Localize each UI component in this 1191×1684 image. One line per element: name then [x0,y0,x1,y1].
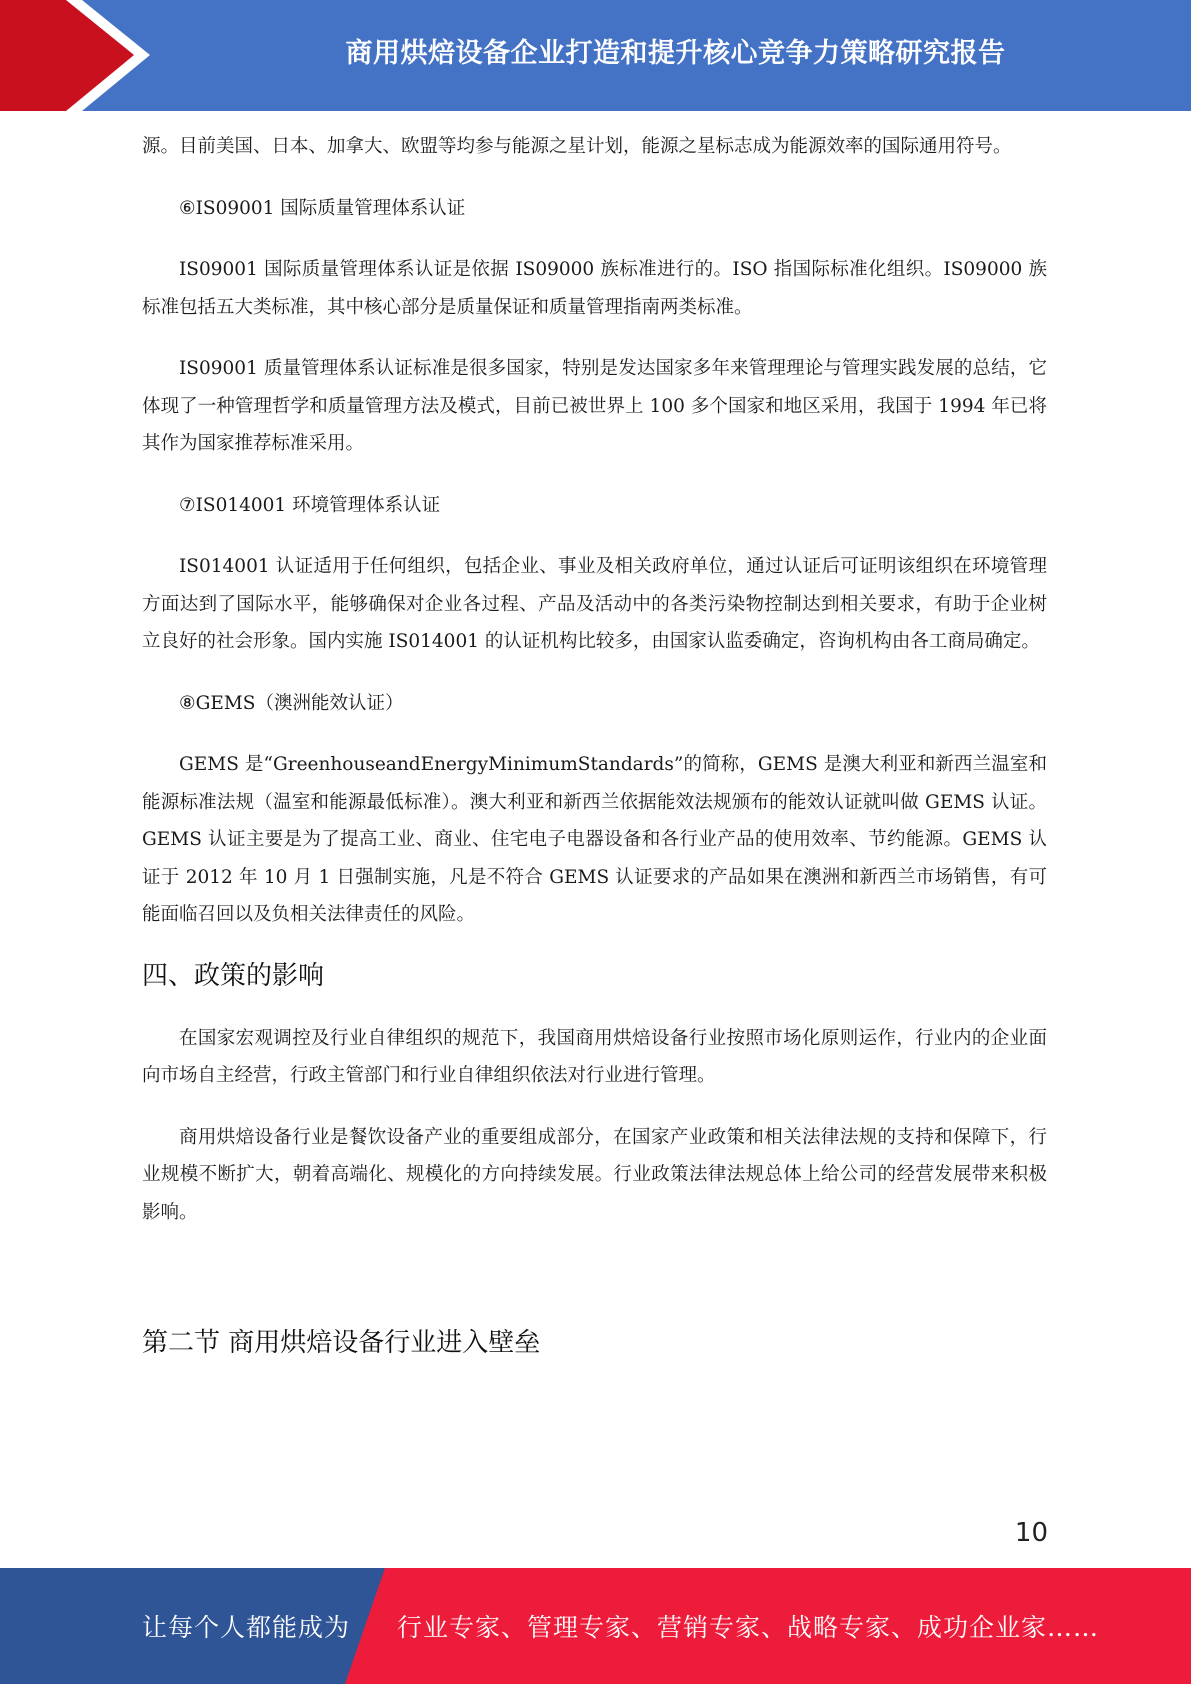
footer-slogan-left: 让每个人都能成为 [142,1613,351,1642]
paragraph-gems: GEMS 是“GreenhouseandEnergyMinimumStandards”的简称，GEMS 是澳大利亚和新西兰温室和能源标准法规（温室和能源最低标准）。澳大利亚和新西兰依据能效法规颁布的能效认证就叫做 GEMS 认证。GEMS 认证主要是为了提高工业、商业、住宅电子电器设备和各行业产品的使用效率、节约能源。GEMS 认证于 2012 年 10 月 1 日强制实施，凡是不符合 GEMS 认证要求的产品如果在澳洲和新西兰市场销售，有可能面临召回以及负相关法律责任的风险。 [142,754,1047,925]
item-heading-iso14001: ⑦IS014001 环境管理体系认证 [179,494,441,516]
paragraph-iso9001-basis: IS09001 国际质量管理体系认证是依据 IS09000 族标准进行的。ISO 指国际标准化组织。IS09000 族标准包括五大类标准，其中核心部分是质量保证和质量管理指南两类标准。 [142,259,1047,318]
report-title: 商用烘焙设备企业打造和提升核心竞争力策略研究报告 [345,37,1006,69]
paragraph-energy-star: 源。目前美国、日本、加拿大、欧盟等均参与能源之星计划，能源之星标志成为能源效率的国际通用符号。 [142,136,1012,157]
page-content [142,128,1047,1363]
paragraph-iso9001-standard: IS09001 质量管理体系认证标准是很多国家，特别是发达国家多年来管理理论与管理实践发展的总结，它体现了一种管理哲学和质量管理方法及模式，目前已被世界上 100 多个国家和地区采用，我国于 1994 年已将其作为国家推荐标准采用。 [142,358,1047,454]
item-heading-gems: ⑧GEMS（澳洲能效认证） [179,692,404,714]
page-header [0,0,1191,111]
paragraph-policy-support: 商用烘焙设备行业是餐饮设备产业的重要组成部分，在国家产业政策和相关法律法规的支持和保障下，行业规模不断扩大，朝着高端化、规模化的方向持续发展。行业政策法律法规总体上给公司的经营发展带来积极影响。 [142,1126,1047,1223]
item-heading-iso9001: ⑥IS09001 国际质量管理体系认证 [179,197,466,219]
footer-slogan-right: 行业专家、管理专家、营销专家、战略专家、成功企业家…… [397,1613,1100,1642]
section-heading-entry-barriers: 第二节 商用烘焙设备行业进入壁垒 [142,1328,541,1358]
paragraph-policy-regulation: 在国家宏观调控及行业自律组织的规范下，我国商用烘焙设备行业按照市场化原则运作，行业内的企业面向市场自主经营，行政主管部门和行业自律组织依法对行业进行管理。 [142,1027,1047,1086]
page-footer [0,1568,1191,1684]
header-arrow-decoration [0,0,160,111]
paragraph-iso14001: IS014001 认证适用于任何组织，包括企业、事业及相关政府单位，通过认证后可证明该组织在环境管理方面达到了国际水平，能够确保对企业各过程、产品及活动中的各类污染物控制达到相关要求，有助于企业树立良好的社会形象。国内实施 IS014001 的认证机构比较多，由国家认监委确定，咨询机构由各工商局确定。 [142,556,1047,652]
section-heading-policy-impact: 四、政策的影响 [142,960,325,991]
page-number: 10 [1014,1518,1048,1548]
